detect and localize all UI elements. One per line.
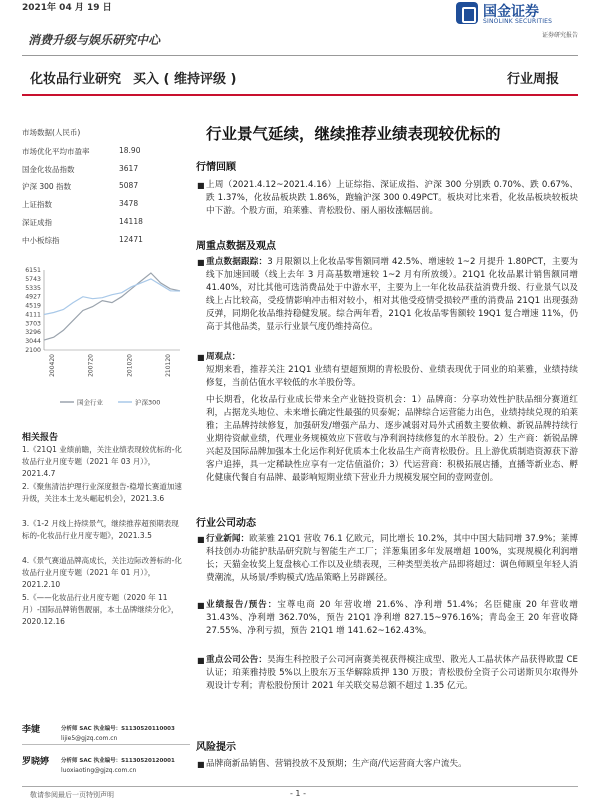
bullet-icon: ■ — [197, 181, 205, 190]
related-report-item[interactable]: 5.《——化妆品行业月度专题（2020 年 11 月）-国际品牌销售靓丽，本土品牌继续分化》，2020.12.16 — [22, 593, 179, 626]
index-chart — [8, 262, 188, 412]
report-title: 行业景气延续，继续推荐业绩表现较优标的 — [206, 124, 501, 143]
x-tick-label: 201020 — [126, 354, 134, 377]
bullet-icon: ■ — [197, 760, 205, 769]
section-title-risk: 风险提示 — [196, 742, 236, 753]
report-date: 2021年 04 月 19 日 — [22, 3, 112, 13]
divider — [22, 55, 578, 56]
analyst-email[interactable]: luoxiaoting@gjzq.com.cn — [61, 767, 137, 774]
y-tick-label: 4111 — [25, 311, 41, 319]
logo — [456, 2, 586, 39]
news-label: 行业新闻： — [206, 534, 250, 544]
risk-text: 品牌商新品销售、营销投放不及预期；生产商/代运营商大客户流失。 — [206, 759, 467, 769]
analyst-name: 李婕 — [22, 725, 41, 735]
bullet-icon: ■ — [197, 258, 205, 267]
y-tick-label: 5743 — [25, 275, 41, 283]
x-tick-label: 200420 — [49, 354, 56, 377]
ann-text: 昊海生科控股子公司河南赛美视获得模注成型、散光人工晶状体产品获得欧盟 CE 认证；珀莱雅持股 5%以上股东万玉华解除质押 130 万股；青松股份全资子公司诺斯贝尔取得外观设计专利；青松股份预计 2021 年关联交易总额不超过 1.35 亿元。 — [206, 655, 578, 691]
legend-label: 沪深300 — [135, 398, 161, 407]
data-label: 重点数据跟踪： — [206, 257, 268, 267]
divider-red — [22, 94, 578, 96]
series-line — [44, 279, 180, 315]
market-data-row: 沪深 300 指数 5087 — [22, 181, 139, 191]
y-tick-label: 2100 — [25, 347, 41, 354]
y-tick-label: 4519 — [25, 302, 41, 310]
perf-label: 业绩报告/预告： — [206, 600, 278, 610]
announcement-para — [206, 654, 578, 693]
footer-disclaimer: 敬请参阅最后一页特别声明 — [30, 791, 114, 799]
short-term-view: 短期来看，推荐关注 21Q1 业绩有望超预期的青松股份、业绩表现优于同业的珀莱雅，业绩持续修复，当前估值水平较低的水羊股份等。 — [206, 365, 578, 388]
bullet-icon: ■ — [197, 656, 205, 665]
market-data-heading: 市场数据(人民币) — [22, 128, 81, 137]
ann-label: 重点公司公告： — [206, 655, 268, 665]
related-reports-heading: 相关报告 — [22, 433, 59, 443]
x-tick-label: 210120 — [165, 354, 172, 377]
market-data-row: 上证指数 3478 — [22, 199, 139, 209]
industry-news-para — [206, 533, 578, 585]
related-report-item[interactable]: 1.《21Q1 业绩前瞻，关注业绩表现较优标的-化妆品行业月度专题（2021 年 03 月）》，2021.4.7 — [22, 445, 182, 478]
perf-text: 宝尊电商 20 年营收增 21.6%、净利增 51.4%；名臣健康 20 年营收增 31.43%、净利增 362.70%，预告 21Q1 净利增 827.15~976.16%；青岛金王 20 年营收降 27.55%、净利亏损，预告 21Q1 增 141.62~162.43%。 — [206, 600, 578, 636]
section-title-company: 行业公司动态 — [196, 518, 256, 529]
y-tick-label: 5335 — [25, 284, 41, 292]
y-tick-label: 3044 — [25, 338, 41, 346]
bullet-icon: ■ — [197, 535, 205, 544]
market-data-row: 中小板综指 12471 — [22, 235, 143, 245]
industry-name: 化妆品行业研究 — [30, 72, 122, 87]
logo-english: SINOLINK SECURITIES — [483, 18, 553, 25]
data-text: 3 月限额以上化妆品零售额同增 42.5%、增速较 1~2 月提升 1.80PCT，主要为线下加速回暖（线上去年 3 月高基数增速较 1~2 月有所放缓）。21Q1 化妆品累计销售额同增 41.40%，对比其他可选消费品处于中游水平，主要为上一年化妆品获益消费升级、行业景气以及线上占比较高，受疫情影响冲击相对较小，相对其他受疫情受损较严重的消费品 21Q1 出现强劲反弹，同期化妆品维持稳健发展。综合两年看，21Q1 化妆品零售额较 19Q1 复合增速 11%，仍高于其他品类，显示行业景气度仍维持高位。 — [206, 257, 578, 332]
performance-para — [206, 599, 578, 638]
report-type: 行业周报 — [507, 72, 560, 87]
analyst-cert: 分析师 SAC 执业编号：S1130520120001 — [61, 758, 175, 764]
related-report-item[interactable]: 3.《1-2 月线上持续景气，继续推荐超预期表现标的-化妆品行业月度专题》，2021.3.5 — [22, 519, 179, 540]
research-center: 消费升级与娱乐研究中心 — [28, 33, 161, 47]
bullet-icon: ■ — [197, 601, 205, 610]
analyst-name: 罗晓婷 — [22, 757, 50, 767]
y-tick-label: 4927 — [25, 293, 41, 301]
related-report-item[interactable]: 4.《景气赛道品牌高成长，关注边际改善标的-化妆品行业月度专题（2021 年 01 月）》，2021.2.10 — [22, 556, 182, 589]
legend-label: 国金行业 — [77, 398, 103, 407]
data-tracking-para — [206, 256, 578, 334]
rating: 买入 ( 维持评级 ) — [133, 72, 237, 87]
analyst-cert: 分析师 SAC 执业编号：S1130520110003 — [61, 726, 175, 732]
y-tick-label: 3296 — [25, 329, 41, 337]
bullet-icon: ■ — [197, 353, 205, 362]
x-tick-label: 200720 — [87, 354, 95, 377]
series-line — [44, 273, 180, 340]
divider — [22, 744, 190, 745]
divider — [22, 786, 578, 787]
section-title-review: 行情回顾 — [196, 162, 236, 173]
logo-department: 证券研究报告 — [542, 32, 579, 39]
market-data-row: 国金化妆品指数 3617 — [22, 164, 139, 174]
review-text: 上周（2021.4.12~2021.4.16）上证综指、深证成指、沪深 300 分别跌 0.70%、跌 0.67%、跌 1.37%，化妆品板块跌 1.86%，跑输沪深 300 0.49PCT。板块对比来看，化妆品板块较板块中下游。个股方面，珀莱雅、青松股份、丽人丽妆涨幅居前。 — [206, 180, 578, 216]
logo-icon — [456, 2, 478, 24]
industry-rating — [30, 68, 236, 87]
y-tick-label: 6151 — [25, 267, 41, 274]
analyst-email[interactable]: lijie5@gjzq.com.cn — [61, 735, 118, 742]
y-tick-label: 3703 — [25, 320, 41, 328]
market-data-row: 市场优化平均市盈率 18.90 — [22, 146, 141, 156]
section-title-weekly: 周重点数据及观点 — [196, 241, 276, 252]
related-report-item[interactable]: 2.《聚焦清洁护理行业深度报告-稳增长赛道加速升级，关注本土龙头崛起机会》，2021.3.6 — [22, 482, 182, 503]
news-text: 欧莱雅 21Q1 营收 76.1 亿欧元，同比增长 10.2%，其中中国大陆同增 37.9%；莱博科技创办功能护肤品研究院与智能生产工厂；洋葱集团多年发展增超 100%，实现规模化利润增长；天猫金妆奖上复盘核心工作以及业绩表现，三种类型美妆产品即将超过：调色师顾皇年轻人消费潮流，从场景/季购模式/选品策略上另辟蹊径。 — [206, 534, 578, 583]
market-data-row: 深证成指 14118 — [22, 217, 143, 227]
mid-long-view: 中长期看，化妆品行业成长带来全产业链投资机会：1）品牌商：分享功效性护肤品细分赛道红利，占据龙头地位、未来增长确定性最强的贝泰妮；品牌综合运营能力出色，业绩持续兑现的珀莱雅；主品牌持续修复，加强研发/增强产品力、逐步减弱对局外式函数主要依赖、新锐品牌持续行业期待资献业绩，代理业务规模效应下营收与净利润持续修复的水羊股份。2）生产商：新锐品牌兴起及国际品牌加强本土化运作利好优质本土化妆品生产商青松股份。且上游优质制造资源获下游客户追捧，具一定稀缺性应享有一定估值溢价；3）代运营商：积极拓展店播，直播等新业态、孵化健康代餐自有品牌、最影响短期业绩下营业升力规模发展空间的壹网壹创。 — [206, 395, 578, 483]
page-number: - 1 - — [290, 789, 306, 798]
logo-text: 国金证券 — [483, 4, 539, 20]
view-label: 周观点： — [206, 352, 241, 362]
